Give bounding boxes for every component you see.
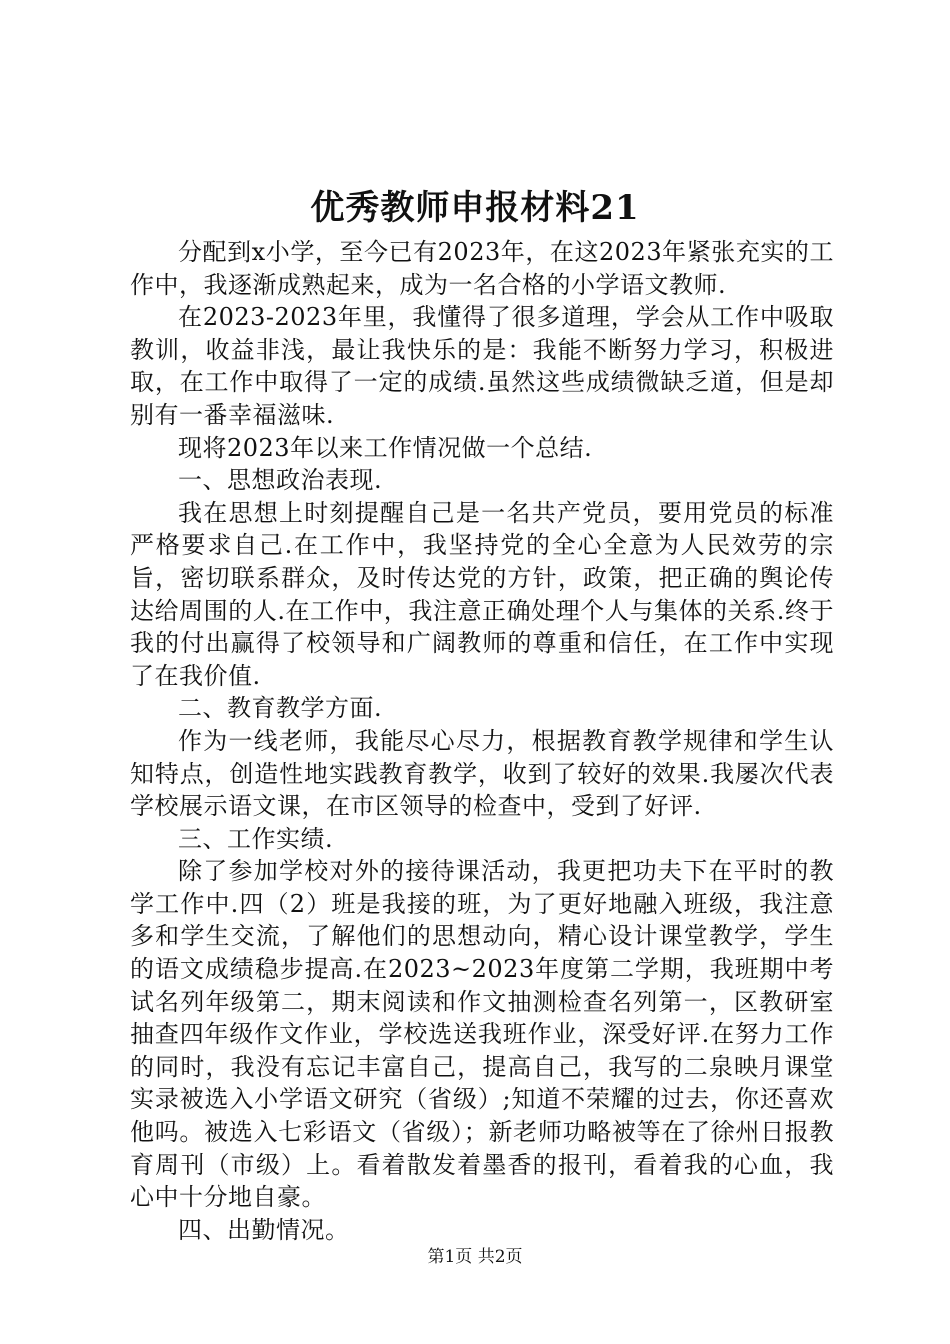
paragraph: 在2023-2023年里，我懂得了很多道理，学会从工作中吸取教训，收益非浅，最让我快乐的是：我能不断努力学习，积极进取，在工作中取得了一定的成绩.虽然这些成绩微缺乏道，但是却别有一番幸福滋味. [130,303,834,429]
page-number-footer: 第1页 共2页 [427,1247,523,1267]
section-heading: 四、出勤情况。 [178,1215,350,1244]
paragraph: 现将2023年以来工作情况做一个总结. [178,433,593,462]
document-title: 优秀教师申报材料21 [310,188,640,228]
section-heading: 二、教育教学方面. [178,694,383,723]
paragraph: 分配到x小学，至今已有2023年，在这2023年紧张充实的工作中，我逐渐成熟起来，成为一名合格的小学语文教师. [130,238,834,299]
document-body [130,236,834,1246]
paragraph: 除了参加学校对外的接待课活动，我更把功夫下在平时的教学工作中.四（2）班是我接的班，为了更好地融入班级，我注意多和学生交流，了解他们的思想动向，精心设计课堂教学，学生的语文成绩稳步提高.在2023~2023年度第二学期，我班期中考试名列年级第二，期末阅读和作文抽测检查名列第一，区教研室抽查四年级作文作业，学校选送我班作业，深受好评.在努力工作的同时，我没有忘记丰富自己，提高自己，我写的二泉映月课堂实录被选入小学语文研究（省级）;知道不荣耀的过去，你还喜欢他吗。被选入七彩语文（省级）；新老师功略被等在了徐州日报教育周刊（市级）上。看着散发着墨香的报刊，看着我的心血，我心中十分地自豪。 [130,857,834,1212]
section-heading: 一、思想政治表现. [178,466,383,495]
paragraph: 我在思想上时刻提醒自己是一名共产党员，要用党员的标准严格要求自己.在工作中，我坚持党的全心全意为人民效劳的宗旨，密切联系群众，及时传达党的方针，政策，把正确的舆论传达给周围的人.在工作中，我注意正确处理个人与集体的关系.终于我的付出赢得了校领导和广阔教师的尊重和信任，在工作中实现了在我价值. [130,498,834,690]
section-heading: 三、工作实绩. [178,824,334,853]
paragraph: 作为一线老师，我能尽心尽力，根据教育教学规律和学生认知特点，创造性地实践教育教学，收到了较好的效果.我屡次代表学校展示语文课，在市区领导的检查中，受到了好评. [130,726,834,821]
